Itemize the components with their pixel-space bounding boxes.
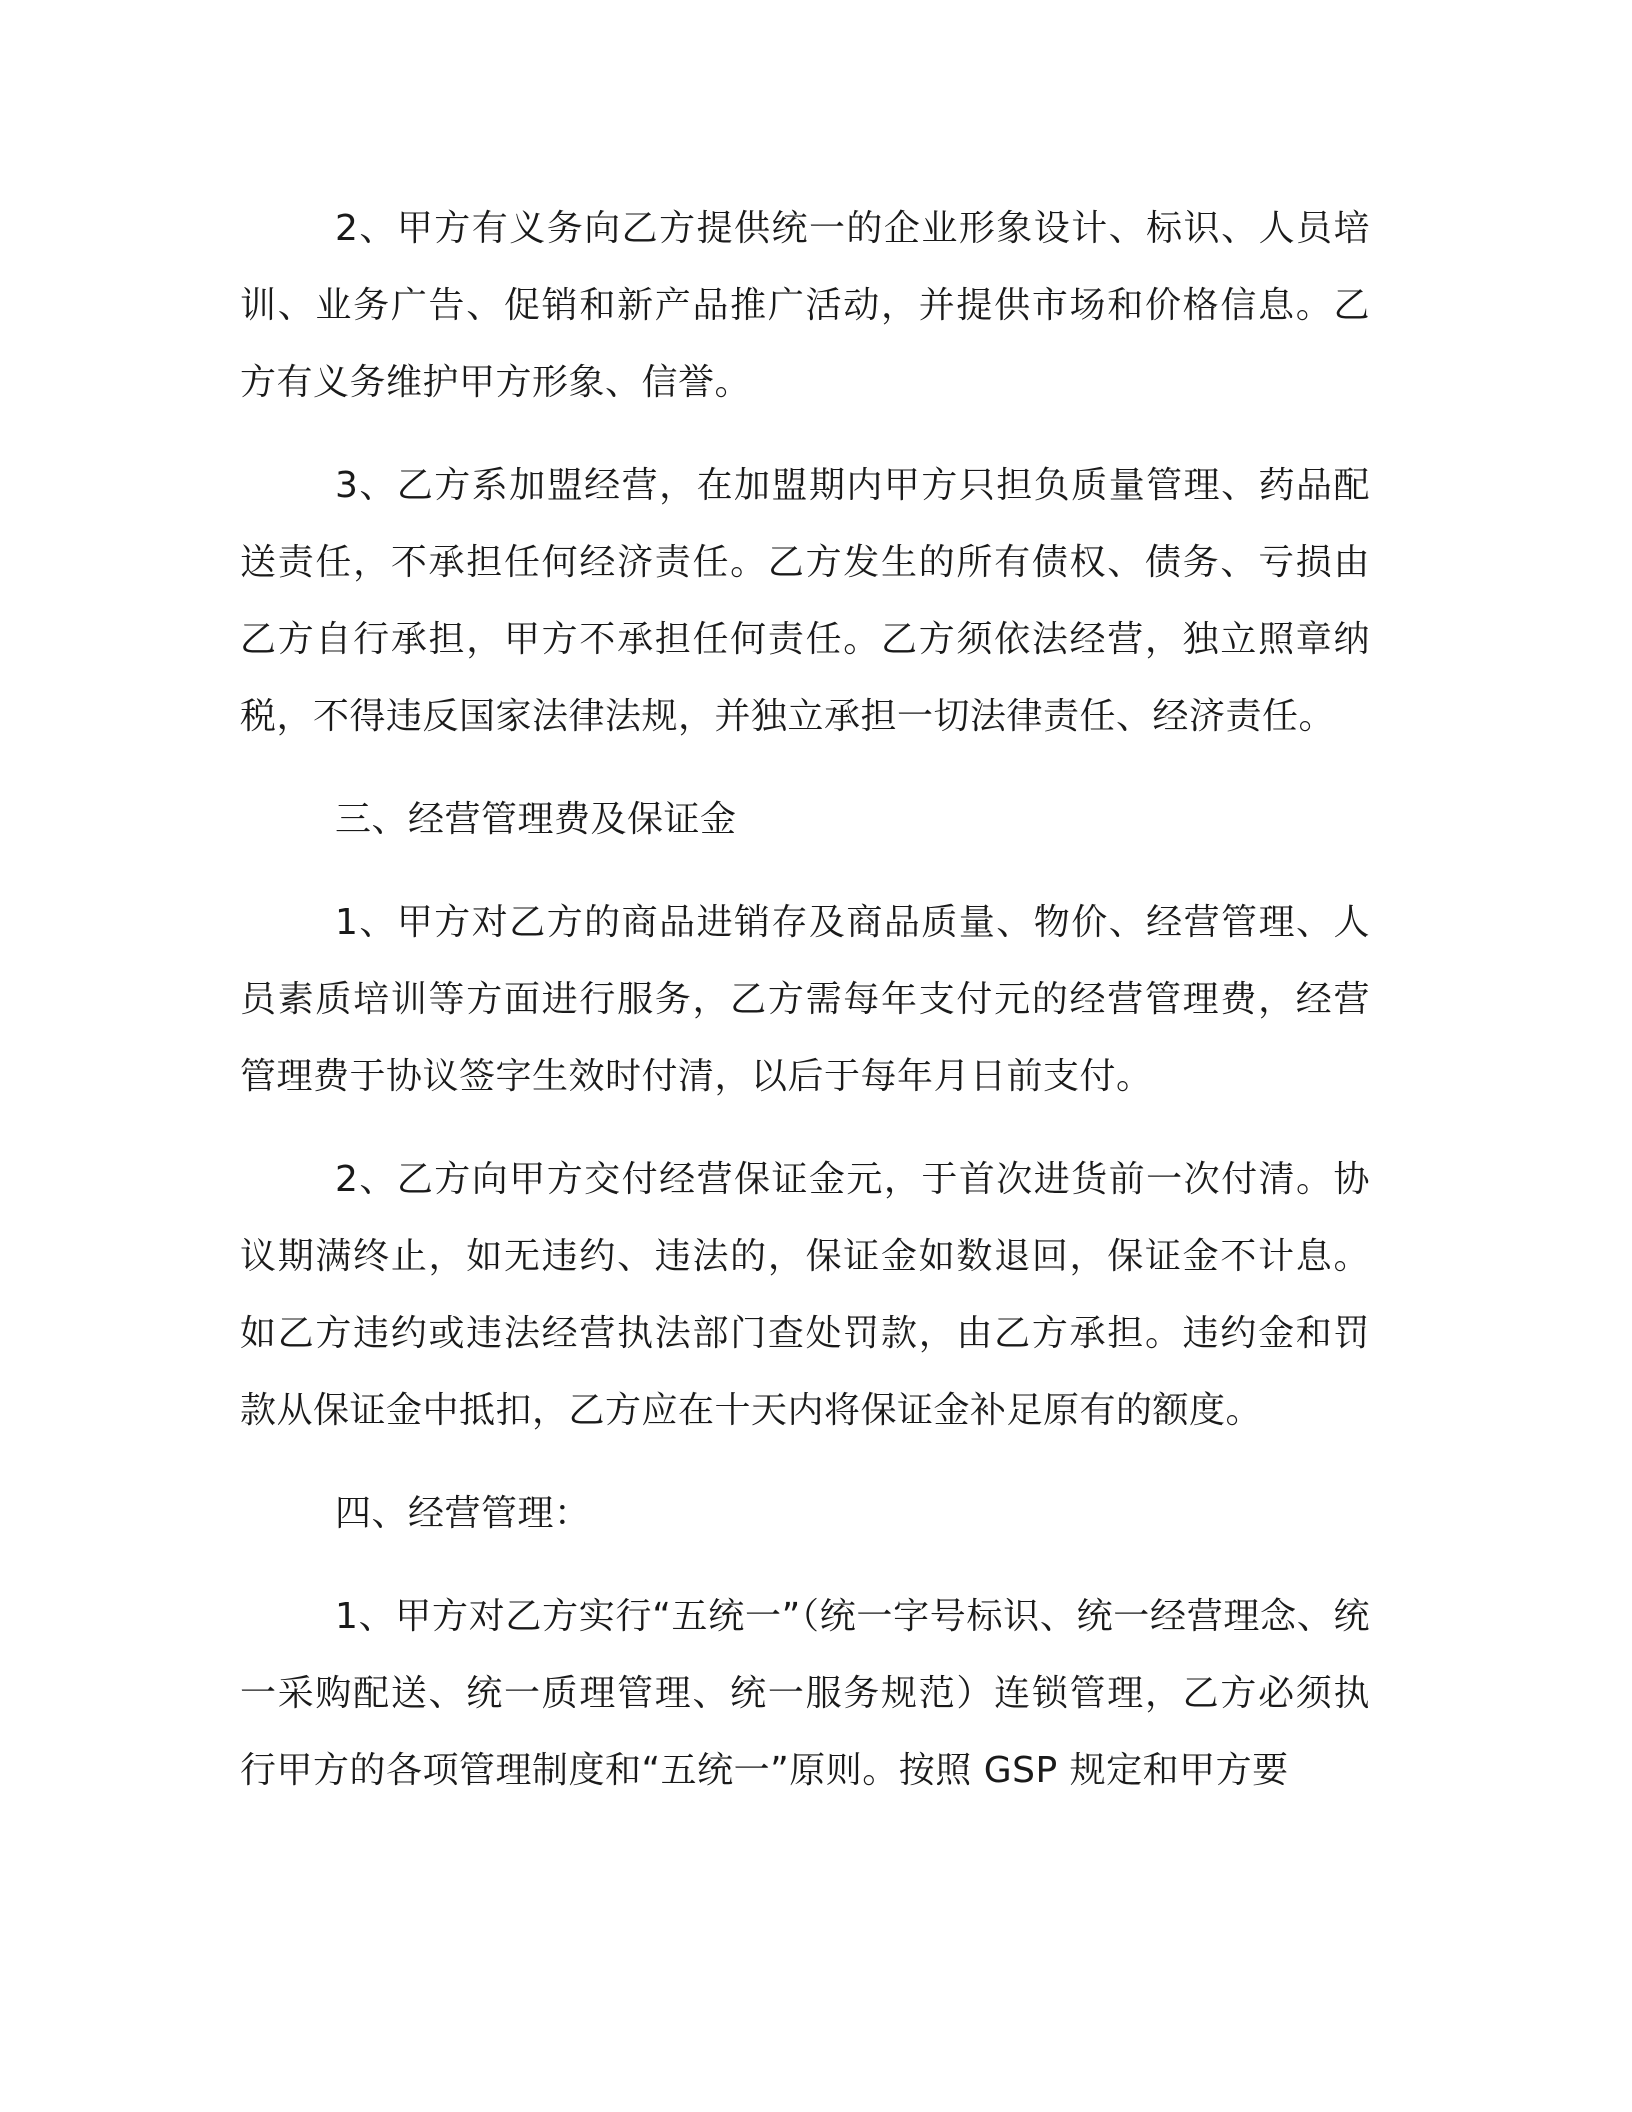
document-body bbox=[240, 190, 1370, 1835]
section-heading-fees-deposit: 三、经营管理费及保证金 bbox=[335, 799, 737, 840]
paragraph-1-management-fee: 1、甲方对乙方的商品进销存及商品质量、物价、经营管理、人员素质培训等方面进行服务，乙方需每年支付元的经营管理费，经营管理费于协议签字生效时付清，以后于每年月日前支付。 bbox=[240, 902, 1370, 1097]
paragraph-1-five-unifications: 1、甲方对乙方实行“五统一”（统一字号标识、统一经营理念、统一采购配送、统一质理管理、统一服务规范）连锁管理，乙方必须执行甲方的各项管理制度和“五统一”原则。按照 GSP 规定和甲方要 bbox=[240, 1596, 1370, 1791]
paragraph-2-deposit: 2、乙方向甲方交付经营保证金元，于首次进货前一次付清。协议期满终止，如无违约、违法的，保证金如数退回，保证金不计息。如乙方违约或违法经营执法部门查处罚款，由乙方承担。违约金和罚款从保证金中抵扣，乙方应在十天内将保证金补足原有的额度。 bbox=[240, 1159, 1370, 1431]
paragraph-2-obligations: 2、甲方有义务向乙方提供统一的企业形象设计、标识、人员培训、业务广告、促销和新产品推广活动，并提供市场和价格信息。乙方有义务维护甲方形象、信誉。 bbox=[240, 208, 1370, 403]
paragraph-3-franchise-liability: 3、乙方系加盟经营，在加盟期内甲方只担负质量管理、药品配送责任，不承担任何经济责任。乙方发生的所有债权、债务、亏损由乙方自行承担，甲方不承担任何责任。乙方须依法经营，独立照章纳税，不得违反国家法律法规，并独立承担一切法律责任、经济责任。 bbox=[240, 465, 1370, 737]
section-heading-operation-management: 四、经营管理： bbox=[335, 1493, 591, 1534]
